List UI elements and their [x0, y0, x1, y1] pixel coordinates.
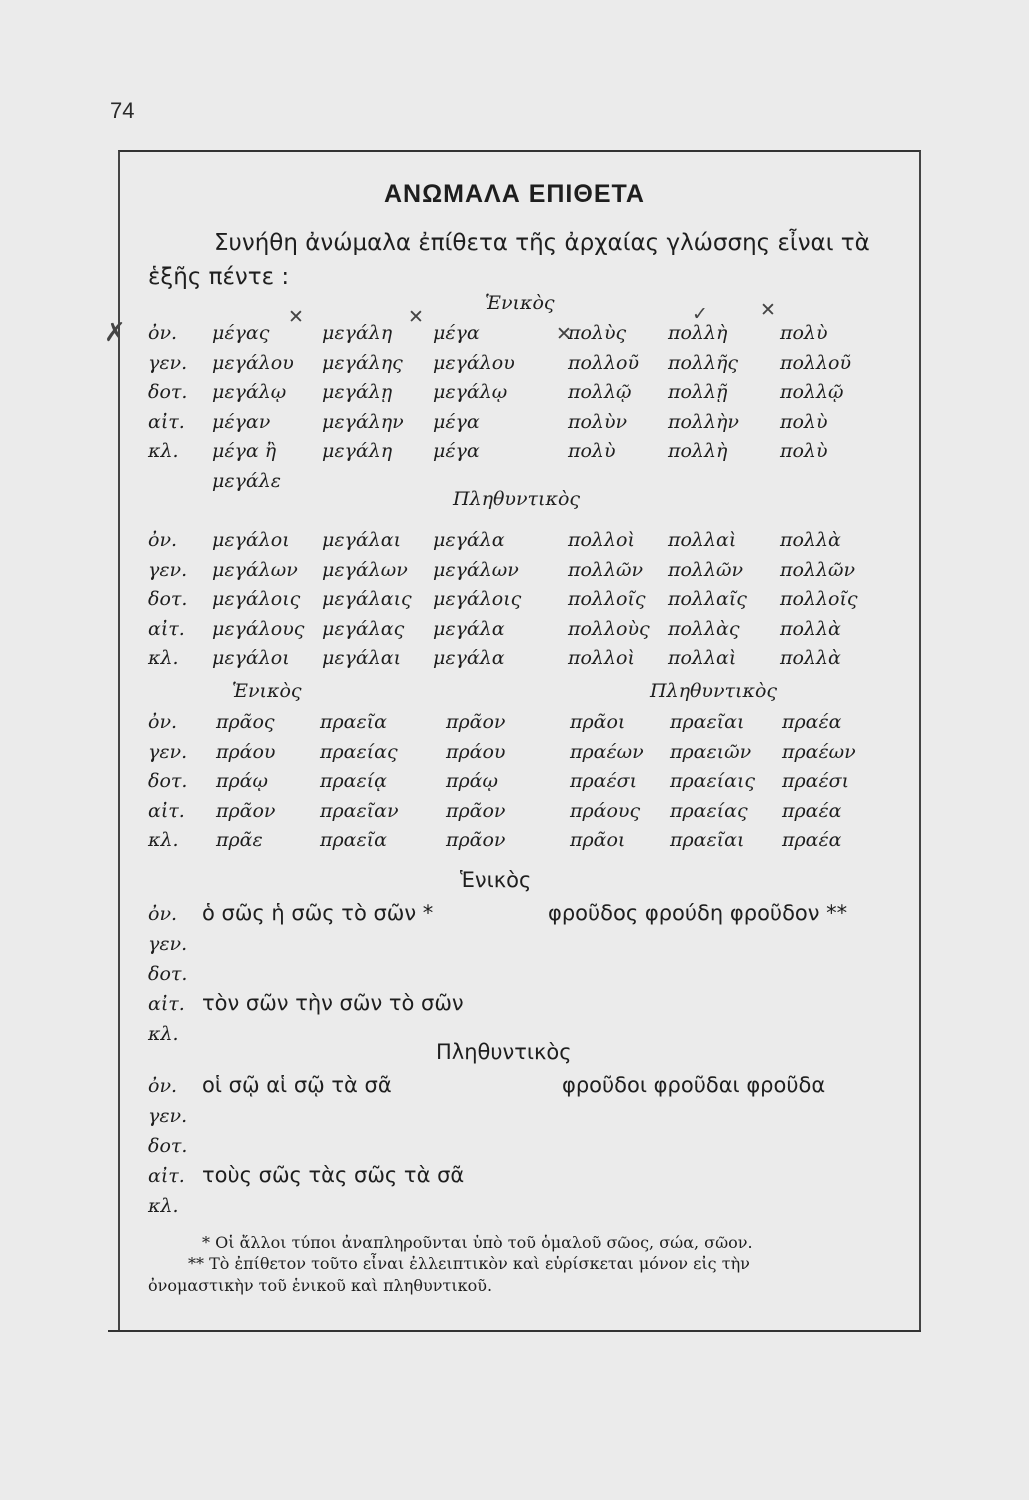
case-label: δοτ.: [148, 1135, 188, 1157]
table-cell: πραέων: [570, 740, 644, 763]
table-cell: φροῦδοι φροῦδαι φροῦδα: [562, 1073, 826, 1097]
table-cell: μεγάλαι: [322, 529, 402, 551]
table-cell: πολλῷ: [568, 381, 632, 403]
table-cell: πολλοὶ: [568, 647, 635, 669]
case-label: κλ.: [148, 647, 179, 669]
table-cell: πραέα: [782, 711, 842, 733]
table-cell: πραείας: [670, 799, 748, 822]
case-label: ὀν.: [148, 903, 178, 925]
table-cell: μεγάλων: [212, 558, 298, 581]
table-cell: πολλῶν: [780, 558, 856, 581]
table-cell: οἱ σῷ αἱ σῷ τὰ σᾶ: [202, 1073, 392, 1097]
table-cell: πρᾶον: [216, 799, 276, 822]
case-label: γεν.: [148, 740, 188, 763]
table-cell: ὁ σῶς ἡ σῶς τὸ σῶν *: [202, 901, 434, 925]
table-cell: πραείαις: [670, 770, 756, 792]
table-cell: πραέα: [782, 799, 842, 822]
table-cell: πολλὰ: [780, 617, 841, 640]
table-cell: πραείας: [320, 740, 398, 763]
table-cell: πολὺς: [568, 322, 627, 344]
case-label: ὀν.: [148, 322, 178, 344]
table-cell: πραεῖαν: [320, 799, 399, 822]
table-cell: μεγάλας: [322, 617, 405, 640]
case-label: γεν.: [148, 351, 188, 374]
table-cell: πρᾶοι: [570, 829, 626, 851]
table-cell: μεγάλη: [322, 440, 393, 462]
singular-heading: Ἑνικὸς: [460, 868, 532, 892]
checkmark-icon: ✕: [760, 299, 776, 321]
table-cell: μεγάλους: [212, 617, 305, 640]
table-cell: πραεῖαι: [670, 829, 745, 851]
table-cell: πραέα: [782, 829, 842, 851]
table-cell: μεγάλα: [433, 529, 505, 551]
case-label: αἰτ.: [148, 410, 185, 433]
table-cell: πολλοῖς: [780, 588, 858, 610]
table-cell: μεγάλῳ: [212, 381, 287, 403]
table-cell: πραέσι: [782, 770, 850, 792]
case-label: αἰτ.: [148, 1165, 185, 1187]
table-cell: πολλαὶ: [668, 647, 737, 669]
table-cell: πράους: [570, 799, 641, 822]
case-label: ὀν.: [148, 1075, 178, 1097]
table-cell: πραεῖα: [320, 829, 387, 851]
table-cell: πραειῶν: [670, 740, 752, 763]
case-label: γεν.: [148, 558, 188, 581]
table-cell: πραεῖαι: [670, 711, 745, 733]
table-cell: μεγάλου: [433, 351, 515, 374]
case-label: γεν.: [148, 933, 188, 955]
table-cell: μεγάλα: [433, 647, 505, 669]
table-cell: πρᾶον: [446, 799, 506, 822]
table-cell: πράῳ: [446, 770, 498, 792]
table-cell: μεγάλοις: [433, 588, 522, 610]
table-cell: πολλῇ: [668, 381, 728, 403]
table-cell: πολλαῖς: [668, 588, 747, 610]
case-label: δοτ.: [148, 381, 188, 403]
case-label: ὀν.: [148, 529, 178, 551]
table-cell: πολλῷ: [780, 381, 844, 403]
table-cell: πράῳ: [216, 770, 268, 792]
case-label: δοτ.: [148, 963, 188, 985]
case-label: ὀν.: [148, 711, 178, 733]
table-cell: μεγάλων: [433, 558, 519, 581]
checkmark-icon: ✕: [408, 306, 424, 328]
table-cell: πολλὰ: [780, 529, 841, 551]
table-cell: πολλοῦ: [568, 351, 639, 374]
page-title: ΑΝΩΜΑΛΑ ΕΠΙΘΕΤΑ: [384, 180, 645, 208]
table-cell: πράου: [446, 740, 506, 763]
table-cell: πρᾶον: [446, 829, 506, 851]
case-label: κλ.: [148, 1023, 179, 1045]
footnote-line: * Οἱ ἄλλοι τύποι ἀναπληροῦνται ὑπὸ τοῦ ὁμαλοῦ σῶος, σώα, σῶον.: [202, 1233, 753, 1252]
table-cell: πολλοῦ: [780, 351, 851, 374]
table-cell: μέγα: [433, 440, 480, 462]
table-cell: πολλῶν: [668, 558, 744, 581]
vocative-alternate: μεγάλε: [212, 470, 281, 492]
table-cell: μέγαν: [212, 410, 271, 433]
table-cell: πραείᾳ: [320, 770, 387, 792]
table-cell: μεγάλοις: [212, 588, 301, 610]
table-cell: πολλὴ: [668, 322, 728, 344]
table-cell: μεγάλα: [433, 617, 505, 640]
case-label: κλ.: [148, 1195, 179, 1217]
table-cell: πολὺν: [568, 410, 628, 433]
table-cell: μέγας: [212, 322, 270, 344]
case-label: αἰτ.: [148, 799, 185, 822]
table-cell: μεγάλου: [212, 351, 294, 374]
table-cell: πολλῆς: [668, 351, 739, 374]
table-cell: πολλὴ: [668, 440, 728, 462]
case-label: αἰτ.: [148, 617, 185, 640]
table-cell: φροῦδος φρούδη φροῦδον **: [548, 901, 848, 925]
table-cell: πολλῶν: [568, 558, 644, 581]
table-cell: μεγάλῳ: [433, 381, 508, 403]
footnote-line: ** Τὸ ἐπίθετον τοῦτο εἶναι ἐλλειπτικὸν καὶ εὑρίσκεται μόνον εἰς τὴν: [188, 1254, 750, 1273]
table-cell: πολὺ: [780, 322, 828, 344]
table-cell: πραέσι: [570, 770, 638, 792]
table-cell: πολλὴν: [668, 410, 739, 433]
page-number: 74: [110, 98, 135, 123]
table-cell: μεγάλοι: [212, 529, 290, 551]
table-cell: πρᾶε: [216, 829, 263, 851]
case-label: κλ.: [148, 829, 179, 851]
table-cell: τοὺς σῶς τὰς σῶς τὰ σᾶ: [202, 1163, 465, 1187]
case-label: δοτ.: [148, 588, 188, 610]
intro-text: Συνήθη ἀνώμαλα ἐπίθετα τῆς ἀρχαίας γλώσσης εἶναι τὰ ἑξῆς πέντε :: [148, 230, 870, 290]
case-label: δοτ.: [148, 770, 188, 792]
footnote-line: ὀνομαστικὴν τοῦ ἑνικοῦ καὶ πληθυντικοῦ.: [148, 1276, 493, 1295]
checkmark-icon: ✓: [692, 303, 708, 325]
table-cell: μεγάλῃ: [322, 381, 393, 403]
table-cell: μεγάλαι: [322, 647, 402, 669]
table-cell: πολλὰ: [780, 647, 841, 669]
table-cell: πολὺ: [780, 440, 828, 462]
checkmark-icon: ✕: [556, 323, 572, 345]
table-cell: μεγάλοι: [212, 647, 290, 669]
table-cell: πολλοῖς: [568, 588, 646, 610]
singular-heading: Ἑνικὸς: [232, 680, 302, 702]
table-cell: πράου: [216, 740, 276, 763]
table-cell: μεγάλαις: [322, 588, 412, 610]
table-cell: μέγα ἢ: [212, 440, 277, 462]
table-cell: μέγα: [433, 322, 480, 344]
plural-heading: Πληθυντικὸς: [650, 680, 778, 702]
case-label: κλ.: [148, 440, 179, 462]
table-cell: πολὺ: [780, 410, 828, 433]
table-cell: μεγάλης: [322, 351, 403, 374]
checkmark-icon: ✗: [104, 318, 126, 348]
table-cell: πραεῖα: [320, 711, 387, 733]
table-cell: πολλὰς: [668, 617, 740, 640]
table-cell: πολὺ: [568, 440, 616, 462]
table-cell: πρᾶος: [216, 711, 275, 733]
singular-heading: Ἑνικὸς: [485, 292, 555, 314]
table-cell: πολλοὶ: [568, 529, 635, 551]
table-cell: τὸν σῶν τὴν σῶν τὸ σῶν: [202, 991, 464, 1015]
table-cell: πρᾶον: [446, 711, 506, 733]
table-cell: μέγα: [433, 410, 480, 433]
table-cell: πολλαὶ: [668, 529, 737, 551]
plural-heading: Πληθυντικὸς: [436, 1040, 572, 1064]
table-cell: πρᾶοι: [570, 711, 626, 733]
table-cell: μεγάλων: [322, 558, 408, 581]
table-cell: πραέων: [782, 740, 856, 763]
checkmark-icon: ✕: [288, 306, 304, 328]
case-label: αἰτ.: [148, 993, 185, 1015]
table-cell: μεγάλην: [322, 410, 404, 433]
case-label: γεν.: [148, 1105, 188, 1127]
plural-heading: Πληθυντικὸς: [453, 488, 581, 510]
table-cell: μεγάλη: [322, 322, 393, 344]
table-cell: πολλοὺς: [568, 617, 650, 640]
